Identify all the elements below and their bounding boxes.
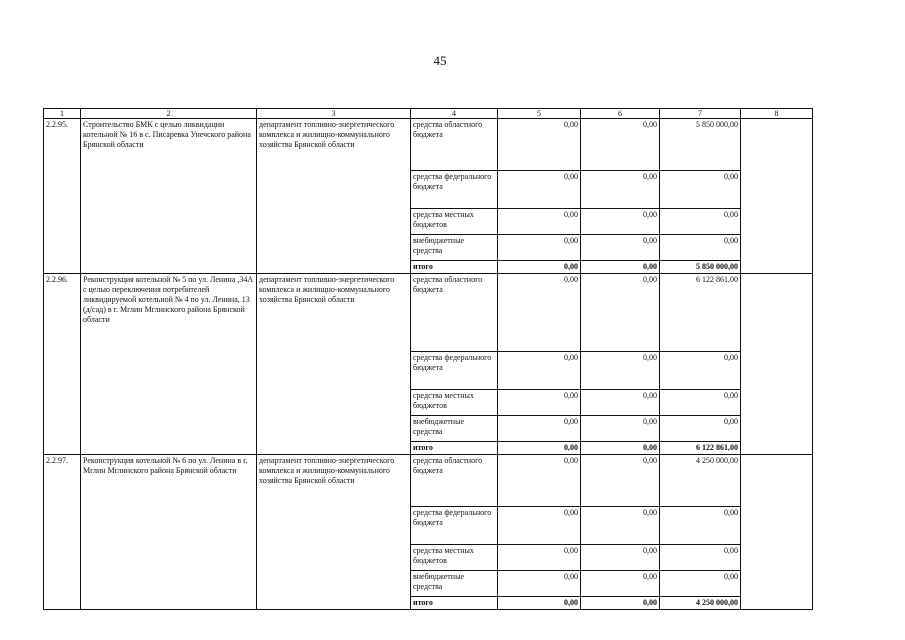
cell-value: 0,00 <box>498 507 581 545</box>
cell-value: 5 850 000,00 <box>660 119 741 171</box>
cell-value: 0,00 <box>581 274 660 352</box>
cell-value: 0,00 <box>581 416 660 442</box>
funding-source: средства областного бюджета <box>411 274 498 352</box>
budget-table <box>43 108 813 610</box>
column-header: 8 <box>741 109 813 119</box>
cell-value: 0,00 <box>581 597 660 610</box>
cell-value: 0,00 <box>581 352 660 390</box>
empty-cell <box>741 119 813 274</box>
entry-executor: департамент топливно-энергетического комплекса и жилищно-коммунального хозяйства Брянской области <box>257 274 411 455</box>
cell-value: 0,00 <box>498 209 581 235</box>
cell-value: 0,00 <box>581 209 660 235</box>
cell-value: 0,00 <box>581 119 660 171</box>
cell-value: 0,00 <box>498 545 581 571</box>
cell-value: 0,00 <box>498 416 581 442</box>
cell-value: 0,00 <box>660 235 741 261</box>
cell-value: 0,00 <box>498 261 581 274</box>
cell-value: 0,00 <box>498 171 581 209</box>
cell-value: 0,00 <box>498 390 581 416</box>
cell-value: 0,00 <box>581 455 660 507</box>
funding-source: средства местных бюджетов <box>411 209 498 235</box>
empty-cell <box>741 455 813 610</box>
entry-name: Реконструкция котельной № 6 по ул. Ленина в г. Мглин Мглинского района Брянской области <box>81 455 257 610</box>
funding-source: средства федерального бюджета <box>411 507 498 545</box>
cell-value: 0,00 <box>660 571 741 597</box>
cell-value: 0,00 <box>581 442 660 455</box>
funding-source: внебюджетные средства <box>411 571 498 597</box>
cell-value: 4 250 000,00 <box>660 455 741 507</box>
funding-source: средства федерального бюджета <box>411 352 498 390</box>
cell-value: 0,00 <box>581 390 660 416</box>
column-header-row <box>44 109 813 119</box>
cell-value: 0,00 <box>581 171 660 209</box>
funding-source: внебюджетные средства <box>411 235 498 261</box>
entry-id: 2.2.95. <box>44 119 81 274</box>
cell-value: 4 250 000,00 <box>660 597 741 610</box>
funding-source: средства областного бюджета <box>411 455 498 507</box>
entry-executor: департамент топливно-энергетического комплекса и жилищно-коммунального хозяйства Брянской области <box>257 119 411 274</box>
column-header: 7 <box>660 109 741 119</box>
empty-cell <box>741 274 813 455</box>
cell-value: 0,00 <box>498 442 581 455</box>
cell-value: 0,00 <box>498 455 581 507</box>
entry-id: 2.2.97. <box>44 455 81 610</box>
funding-source: средства федерального бюджета <box>411 171 498 209</box>
column-header: 4 <box>411 109 498 119</box>
cell-value: 0,00 <box>581 261 660 274</box>
funding-source: итого <box>411 261 498 274</box>
column-header: 2 <box>81 109 257 119</box>
funding-source: внебюджетные средства <box>411 416 498 442</box>
cell-value: 0,00 <box>498 235 581 261</box>
cell-value: 0,00 <box>581 571 660 597</box>
funding-source: средства местных бюджетов <box>411 545 498 571</box>
column-header: 3 <box>257 109 411 119</box>
cell-value: 0,00 <box>660 209 741 235</box>
table-row <box>44 274 813 352</box>
entry-name: Строительство БМК с целью ликвидации котельной № 16 в с. Писаревка Унечского района Брянской области <box>81 119 257 274</box>
cell-value: 5 850 000,00 <box>660 261 741 274</box>
entry-name: Реконструкция котельной № 5 по ул. Ленина ,34А с целью переключения потребителей ликвидируемой котельной № 4 по ул. Ленина, 13 (д/сад) в г. Мглин Мглинского района Брянской области <box>81 274 257 455</box>
cell-value: 0,00 <box>581 545 660 571</box>
cell-value: 0,00 <box>581 507 660 545</box>
cell-value: 0,00 <box>498 597 581 610</box>
column-header: 5 <box>498 109 581 119</box>
cell-value: 0,00 <box>660 416 741 442</box>
cell-value: 0,00 <box>581 235 660 261</box>
cell-value: 6 122 861,00 <box>660 274 741 352</box>
cell-value: 0,00 <box>498 571 581 597</box>
cell-value: 0,00 <box>660 507 741 545</box>
cell-value: 0,00 <box>660 390 741 416</box>
cell-value: 0,00 <box>660 352 741 390</box>
cell-value: 0,00 <box>498 274 581 352</box>
cell-value: 6 122 861,00 <box>660 442 741 455</box>
cell-value: 0,00 <box>498 119 581 171</box>
entry-id: 2.2.96. <box>44 274 81 455</box>
funding-source: средства областного бюджета <box>411 119 498 171</box>
column-header: 1 <box>44 109 81 119</box>
funding-source: средства местных бюджетов <box>411 390 498 416</box>
page-number: 45 <box>433 53 447 68</box>
entry-executor: департамент топливно-энергетического комплекса и жилищно-коммунального хозяйства Брянской области <box>257 455 411 610</box>
funding-source: итого <box>411 442 498 455</box>
funding-source: итого <box>411 597 498 610</box>
table-row <box>44 119 813 171</box>
cell-value: 0,00 <box>498 352 581 390</box>
column-header: 6 <box>581 109 660 119</box>
cell-value: 0,00 <box>660 171 741 209</box>
table-row <box>44 455 813 507</box>
cell-value: 0,00 <box>660 545 741 571</box>
